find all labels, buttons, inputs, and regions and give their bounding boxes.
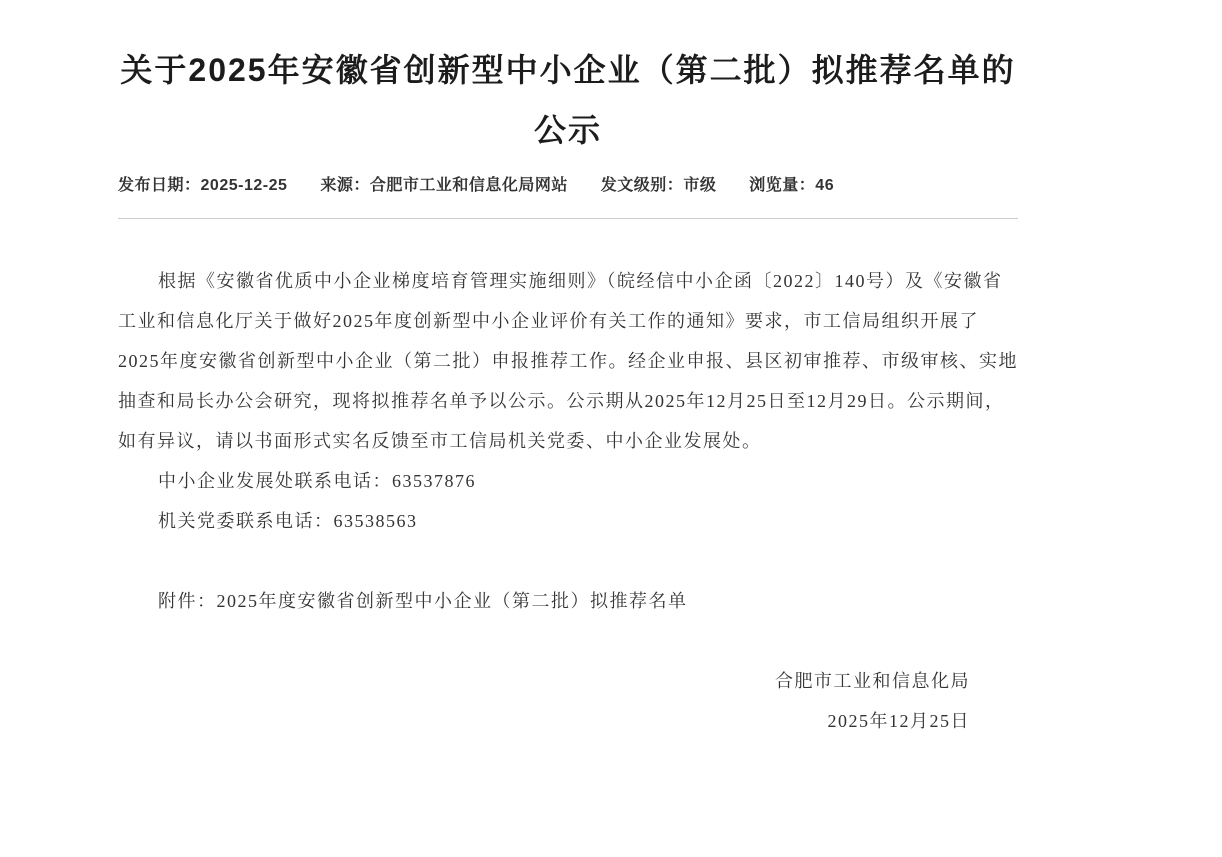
contact-smb-development-office: 中小企业发展处联系电话：63537876: [158, 471, 476, 491]
page-title: 关于2025年安徽省创新型中小企业（第二批）拟推荐名单的公示: [120, 52, 1016, 148]
meta-publish-date-label: 发布日期：: [118, 177, 201, 194]
contact-party-committee: 机关党委联系电话：63538563: [158, 511, 418, 531]
meta-doc-level-value: 市级: [683, 177, 717, 194]
meta-view-count: [749, 174, 834, 198]
meta-bar: [118, 174, 1018, 219]
meta-publish-date-value: 2025-12-25: [200, 177, 288, 194]
announcement-body: [118, 261, 1018, 741]
body-paragraph: 根据《安徽省优质中小企业梯度培育管理实施细则》（皖经信中小企函〔2022〕140号）及《安徽省工业和信息化厅关于做好2025年度创新型中小企业评价有关工作的通知》要求，市工信局组织开展了2025年度安徽省创新型中小企业（第二批）申报推荐工作。经企业申报、县区初审推荐、市级审核、实地抽查和局长办公会研究，现将拟推荐名单予以公示。公示期从2025年12月25日至12月29日。公示期间，如有异议，请以书面形式实名反馈至市工信局机关党委、中小企业发展处。: [118, 271, 1018, 451]
attachment-line: 附件：2025年度安徽省创新型中小企业（第二批）拟推荐名单: [158, 591, 688, 611]
meta-source-label: 来源：: [320, 177, 370, 194]
meta-source: [320, 174, 568, 198]
signature-date: 2025年12月25日: [827, 711, 970, 731]
announcement-page: [118, 40, 1018, 741]
signature-organization: 合肥市工业和信息化局: [775, 671, 970, 691]
spacer: [118, 541, 1018, 581]
meta-source-value: 合肥市工业和信息化局网站: [369, 177, 568, 194]
meta-view-count-value: 46: [815, 177, 835, 194]
meta-view-count-label: 浏览量：: [749, 177, 816, 194]
meta-publish-date: [118, 174, 287, 198]
meta-doc-level-label: 发文级别：: [600, 177, 684, 194]
meta-doc-level: [601, 174, 717, 198]
spacer: [118, 621, 1018, 661]
